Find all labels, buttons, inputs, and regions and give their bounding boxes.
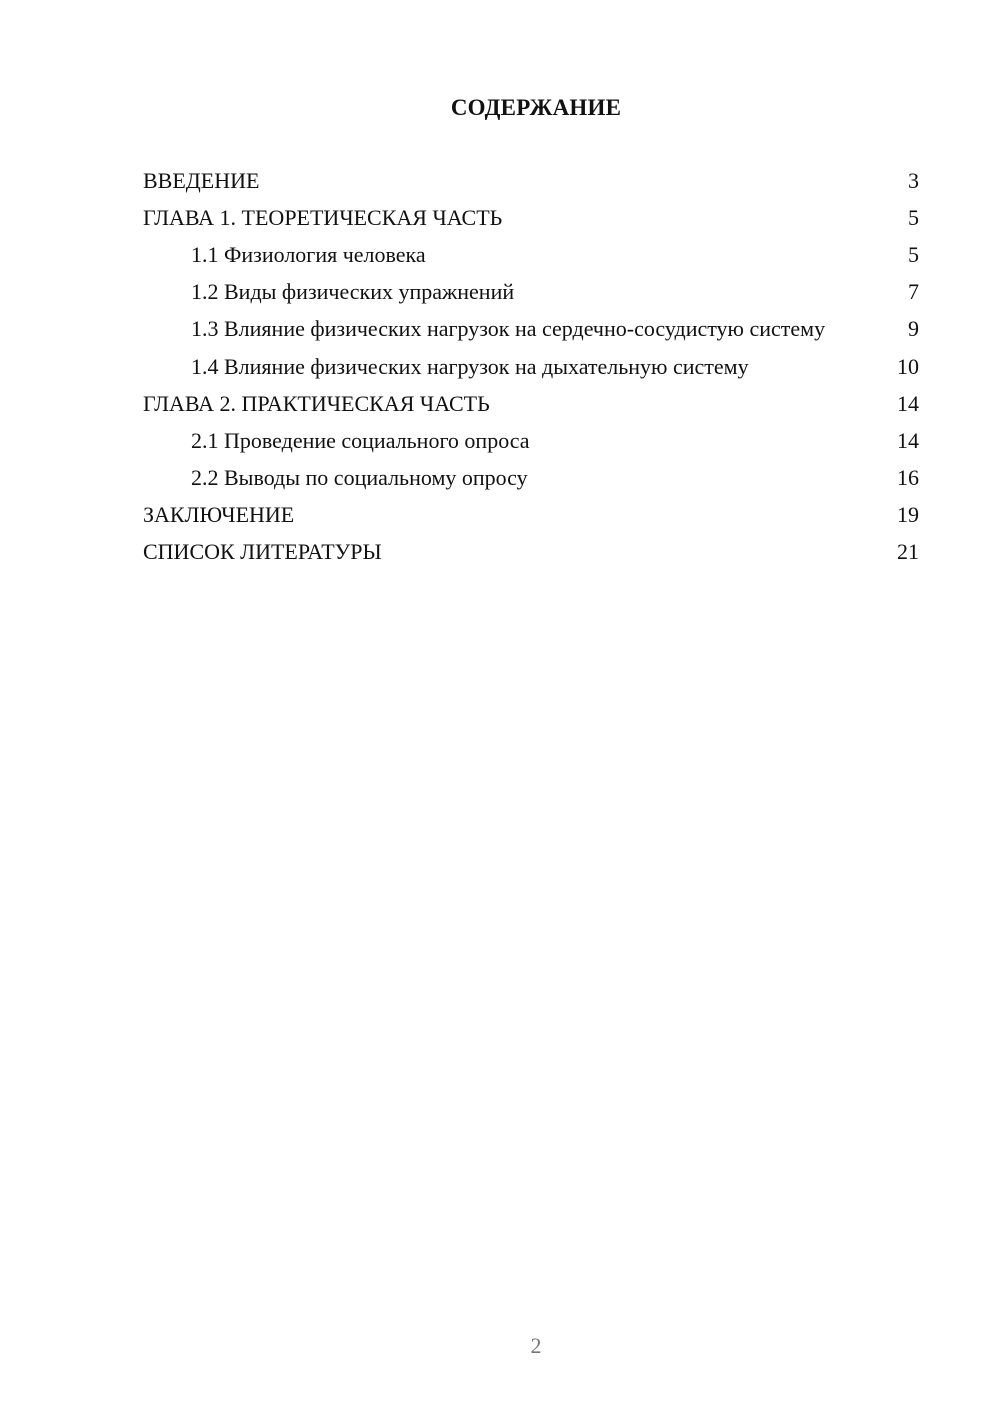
table-of-contents	[143, 168, 919, 576]
toc-entry-conclusion[interactable]	[143, 502, 919, 528]
toc-entry-title: 2.1 Проведение социального опроса	[191, 428, 530, 453]
page-number: 2	[530, 1333, 542, 1358]
toc-entry-title: 2.2 Выводы по социальному опросу	[191, 465, 528, 490]
toc-entry-page: 7	[908, 279, 919, 304]
toc-entry-title: 1.2 Виды физических упражнений	[191, 279, 515, 304]
toc-entry-page: 21	[897, 539, 919, 564]
toc-entry-title: ЗАКЛЮЧЕНИЕ	[143, 502, 295, 527]
toc-entry-page: 5	[908, 205, 919, 230]
toc-entry-page: 10	[897, 354, 919, 379]
toc-entry-title: СПИСОК ЛИТЕРАТУРЫ	[143, 539, 382, 564]
toc-entry-title: ГЛАВА 2. ПРАКТИЧЕСКАЯ ЧАСТЬ	[143, 391, 490, 416]
toc-entry-page: 14	[897, 428, 919, 453]
toc-entry-section-2-2[interactable]	[143, 465, 919, 491]
toc-entry-title: 1.3 Влияние физических нагрузок на сердечно-сосудистую систему	[191, 316, 826, 341]
toc-entry-references[interactable]	[143, 539, 919, 565]
toc-entry-section-2-1[interactable]	[143, 428, 919, 454]
page-title: СОДЕРЖАНИЕ	[450, 95, 622, 120]
toc-entry-page: 5	[908, 242, 919, 267]
toc-entry-page: 19	[897, 502, 919, 527]
toc-entry-section-1-1[interactable]	[143, 242, 919, 268]
toc-entry-page: 16	[897, 465, 919, 490]
toc-entry-section-1-3[interactable]	[143, 316, 919, 342]
toc-entry-page: 3	[908, 168, 919, 193]
toc-entry-title: ГЛАВА 1. ТЕОРЕТИЧЕСКАЯ ЧАСТЬ	[143, 205, 503, 230]
toc-entry-introduction[interactable]	[143, 168, 919, 194]
toc-entry-page: 9	[908, 316, 919, 341]
toc-entry-page: 14	[897, 391, 919, 416]
toc-entry-title: 1.4 Влияние физических нагрузок на дыхательную систему	[191, 354, 749, 379]
toc-entry-section-1-4[interactable]	[143, 354, 919, 380]
toc-entry-section-1-2[interactable]	[143, 279, 919, 305]
toc-entry-chapter-2[interactable]	[143, 391, 919, 417]
toc-entry-title: ВВЕДЕНИЕ	[143, 168, 260, 193]
toc-entry-title: 1.1 Физиология человека	[191, 242, 426, 267]
toc-entry-chapter-1[interactable]	[143, 205, 919, 231]
